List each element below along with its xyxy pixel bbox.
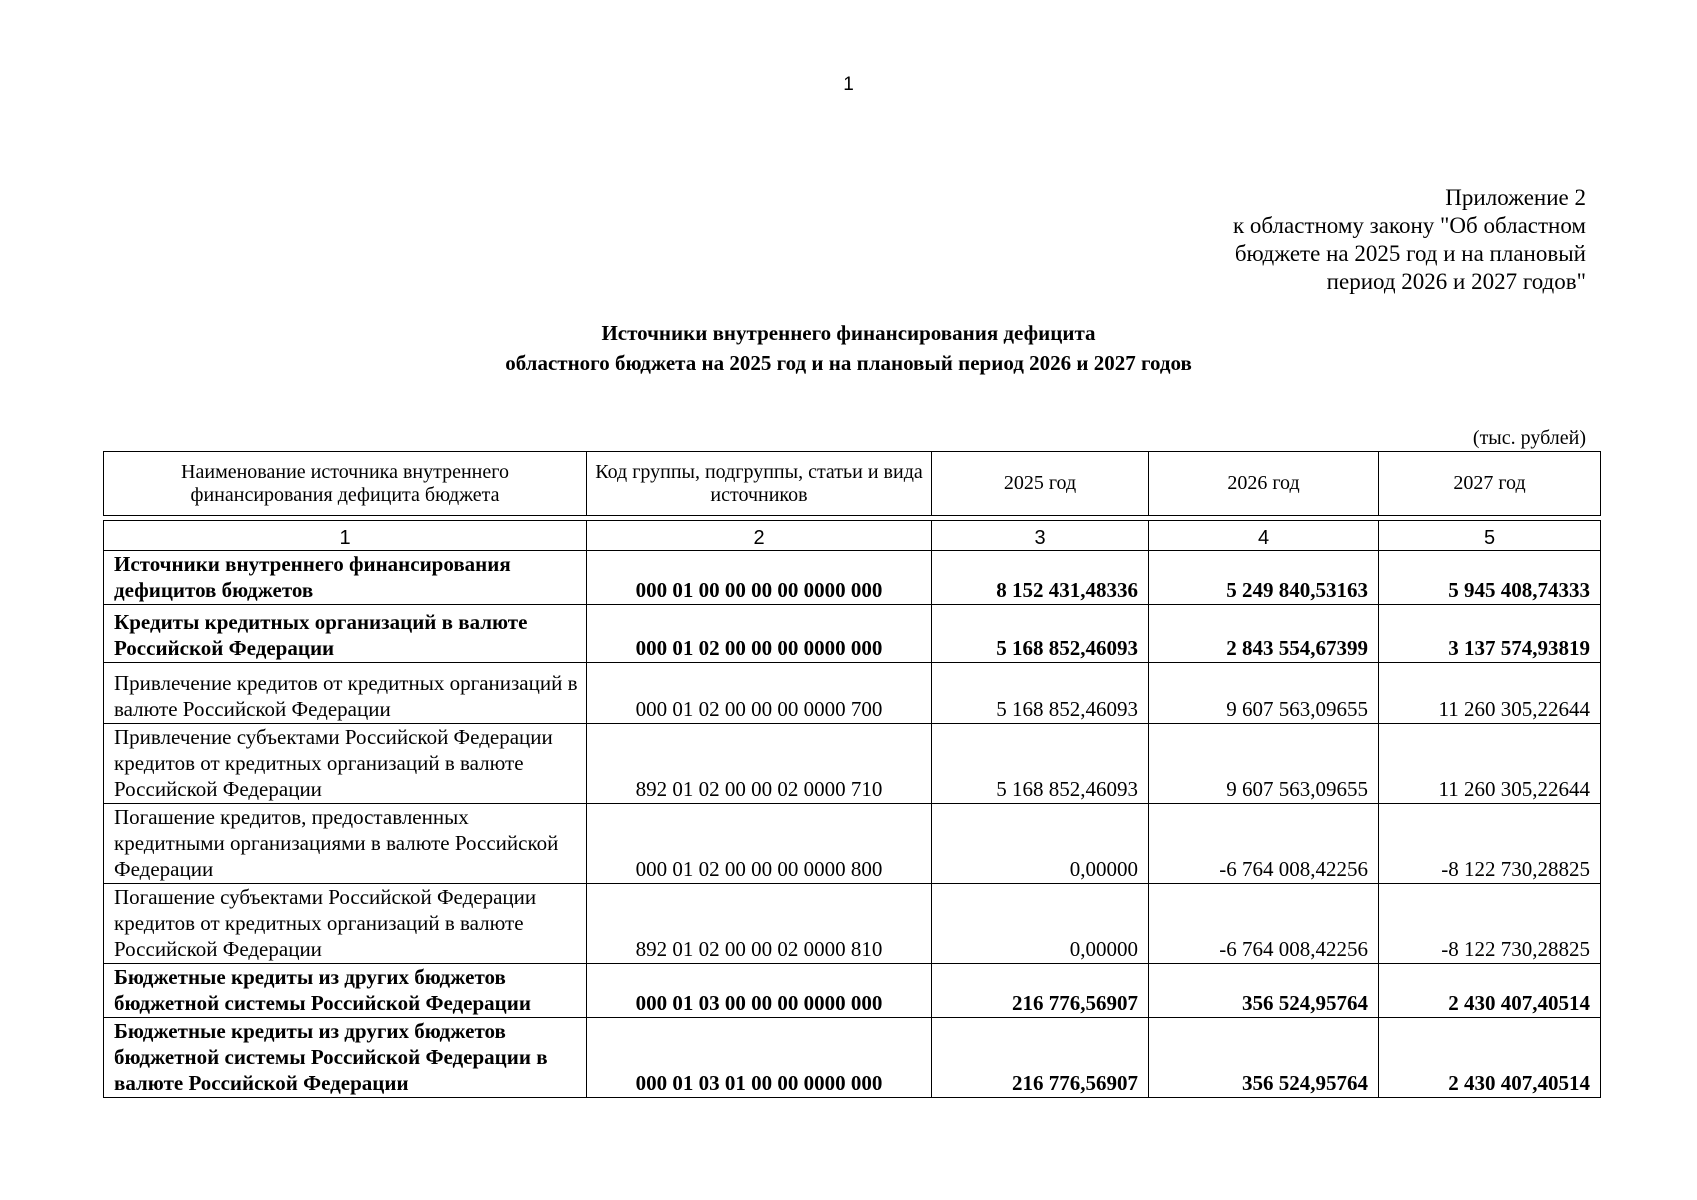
cell-2027: -8 122 730,28825 <box>1379 804 1601 884</box>
table-row <box>104 551 1601 605</box>
appendix-line: Приложение 2 <box>1445 185 1586 210</box>
cell-2027: -8 122 730,28825 <box>1379 884 1601 964</box>
cell-2026: 2 843 554,67399 <box>1149 605 1379 663</box>
cell-code: 000 01 03 01 00 00 0000 000 <box>587 1018 932 1098</box>
cell-2025: 216 776,56907 <box>932 1018 1149 1098</box>
cell-2025: 5 168 852,46093 <box>932 663 1149 724</box>
header-source-name: Наименование источника внутреннего финансирования дефицита бюджета <box>104 452 587 516</box>
cell-2027: 11 260 305,22644 <box>1379 663 1601 724</box>
table-row <box>104 884 1601 964</box>
appendix-line: период 2026 и 2027 годов" <box>1326 269 1586 294</box>
cell-source-name: Кредиты кредитных организаций в валюте Российской Федерации <box>104 605 587 663</box>
cell-2026: 5 249 840,53163 <box>1149 551 1379 605</box>
column-number-row <box>104 521 1601 551</box>
cell-source-name: Привлечение кредитов от кредитных организаций в валюте Российской Федерации <box>104 663 587 724</box>
cell-source-name: Бюджетные кредиты из других бюджетов бюджетной системы Российской Федерации <box>104 964 587 1018</box>
cell-source-name: Погашение кредитов, предоставленных кредитными организациями в валюте Российской Федерации <box>104 804 587 884</box>
cell-2025: 216 776,56907 <box>932 964 1149 1018</box>
cell-2026: 356 524,95764 <box>1149 964 1379 1018</box>
cell-2026: 9 607 563,09655 <box>1149 724 1379 804</box>
cell-2025: 0,00000 <box>932 884 1149 964</box>
appendix-line: бюджете на 2025 год и на плановый <box>1234 241 1586 266</box>
sources-table <box>103 520 1601 1098</box>
cell-source-name: Источники внутреннего финансирования дефицитов бюджетов <box>104 551 587 605</box>
column-number: 2 <box>587 521 932 551</box>
cell-code: 000 01 00 00 00 00 0000 000 <box>587 551 932 605</box>
appendix-line: к областному закону "Об областном <box>1233 213 1586 238</box>
title-line-1: Источники внутреннего финансирования дефицита <box>601 321 1096 345</box>
cell-code: 000 01 02 00 00 00 0000 800 <box>587 804 932 884</box>
cell-source-name: Бюджетные кредиты из других бюджетов бюджетной системы Российской Федерации в валюте Российской Федерации <box>104 1018 587 1098</box>
cell-code: 000 01 02 00 00 00 0000 000 <box>587 605 932 663</box>
table-row <box>104 605 1601 663</box>
document-title <box>0 318 1697 378</box>
cell-2025: 5 168 852,46093 <box>932 724 1149 804</box>
cell-2026: -6 764 008,42256 <box>1149 804 1379 884</box>
column-number: 4 <box>1149 521 1379 551</box>
cell-code: 892 01 02 00 00 02 0000 810 <box>587 884 932 964</box>
cell-2026: 356 524,95764 <box>1149 1018 1379 1098</box>
table-row <box>104 964 1601 1018</box>
header-row <box>104 452 1601 516</box>
cell-2027: 3 137 574,93819 <box>1379 605 1601 663</box>
column-number: 5 <box>1379 521 1601 551</box>
table-row <box>104 724 1601 804</box>
table-row <box>104 804 1601 884</box>
cell-code: 000 01 02 00 00 00 0000 700 <box>587 663 932 724</box>
cell-2026: 9 607 563,09655 <box>1149 663 1379 724</box>
column-number: 3 <box>932 521 1149 551</box>
cell-code: 892 01 02 00 00 02 0000 710 <box>587 724 932 804</box>
column-number: 1 <box>104 521 587 551</box>
cell-2025: 0,00000 <box>932 804 1149 884</box>
table-row <box>104 663 1601 724</box>
cell-2027: 2 430 407,40514 <box>1379 1018 1601 1098</box>
header-2025: 2025 год <box>932 452 1149 516</box>
cell-2027: 11 260 305,22644 <box>1379 724 1601 804</box>
cell-source-name: Погашение субъектами Российской Федерации кредитов от кредитных организаций в валюте Российской Федерации <box>104 884 587 964</box>
title-line-2: областного бюджета на 2025 год и на плановый период 2026 и 2027 годов <box>505 351 1192 375</box>
header-2026: 2026 год <box>1149 452 1379 516</box>
cell-2027: 2 430 407,40514 <box>1379 964 1601 1018</box>
header-code: Код группы, подгруппы, статьи и вида источников <box>587 452 932 516</box>
cell-code: 000 01 03 00 00 00 0000 000 <box>587 964 932 1018</box>
cell-2026: -6 764 008,42256 <box>1149 884 1379 964</box>
appendix-note <box>1233 184 1586 296</box>
cell-source-name: Привлечение субъектами Российской Федерации кредитов от кредитных организаций в валюте Российской Федерации <box>104 724 587 804</box>
cell-2025: 8 152 431,48336 <box>932 551 1149 605</box>
table-row <box>104 1018 1601 1098</box>
cell-2027: 5 945 408,74333 <box>1379 551 1601 605</box>
table-header <box>103 451 1601 516</box>
header-2027: 2027 год <box>1379 452 1601 516</box>
page-number: 1 <box>843 74 854 95</box>
units-label: (тыс. рублей) <box>1472 427 1586 449</box>
cell-2025: 5 168 852,46093 <box>932 605 1149 663</box>
